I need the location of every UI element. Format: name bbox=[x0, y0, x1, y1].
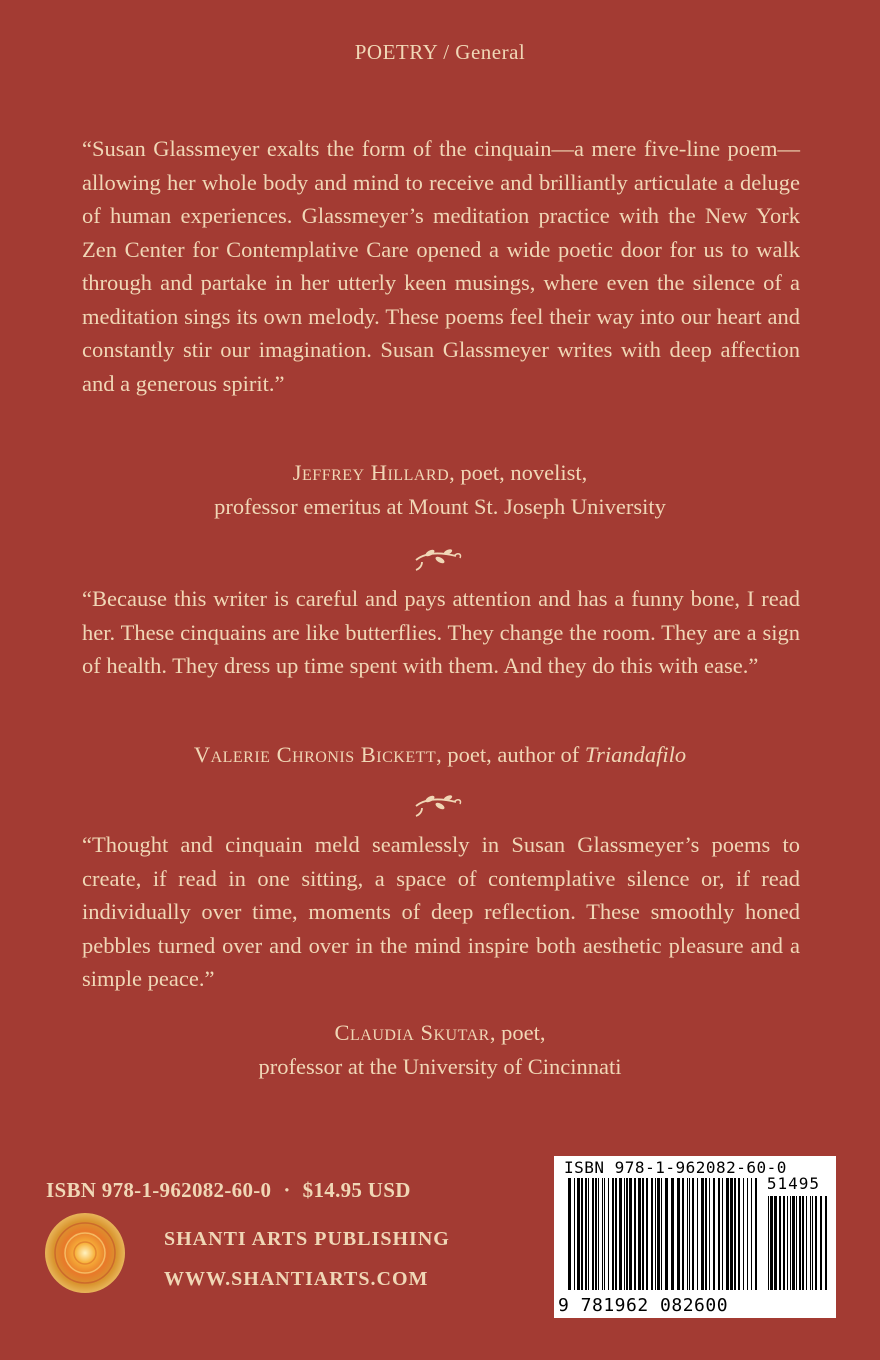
barcode-bar bbox=[577, 1178, 580, 1290]
barcode-bar bbox=[634, 1178, 636, 1290]
barcode-bar bbox=[585, 1178, 587, 1290]
separator-dot: · bbox=[283, 1178, 291, 1202]
barcode-bar bbox=[787, 1196, 788, 1290]
barcode-bar bbox=[574, 1178, 575, 1290]
barcode-bar bbox=[671, 1178, 674, 1290]
barcode-bar bbox=[568, 1178, 571, 1290]
barcode-bar bbox=[642, 1178, 644, 1290]
barcode-bar bbox=[665, 1178, 668, 1290]
barcode-bar bbox=[779, 1196, 781, 1290]
barcode-bar bbox=[687, 1178, 688, 1290]
price-text: $14.95 USD bbox=[302, 1178, 411, 1202]
barcode-bar bbox=[604, 1178, 605, 1290]
barcode-bar bbox=[783, 1196, 785, 1290]
barcode-bar bbox=[825, 1196, 827, 1290]
leaf-ornament-icon bbox=[410, 544, 470, 572]
blurb-author-1: Jeffrey Hillard bbox=[292, 460, 450, 485]
barcode-bar bbox=[626, 1178, 628, 1290]
barcode-bar bbox=[692, 1178, 694, 1290]
blurb-quote-3: “Thought and cinquain meld seamlessly in Susan Glassmeyer’s poems to create, if read in one sitting, a space of contemplative silence or, if read individually over time, moments of deep reflection. These smoothly honed pebbles turned over and over in the mind inspire both aesthetic pleasure and a simple peace.” bbox=[82, 832, 800, 991]
isbn-text: ISBN 978-1-962082-60-0 bbox=[46, 1178, 272, 1202]
blurb-affiliation-1: professor emeritus at Mount St. Joseph University bbox=[214, 494, 666, 519]
barcode-bar bbox=[812, 1196, 813, 1290]
barcode-bar bbox=[722, 1178, 723, 1290]
barcode-bar bbox=[602, 1178, 603, 1290]
barcode-bar bbox=[751, 1178, 752, 1290]
barcode-bar bbox=[697, 1178, 698, 1290]
barcode-bar bbox=[661, 1178, 662, 1290]
barcode-bar bbox=[806, 1196, 807, 1290]
barcode-bar bbox=[768, 1196, 769, 1290]
blurb-affiliation-3: professor at the University of Cincinnati bbox=[258, 1054, 622, 1079]
barcode-bar bbox=[747, 1178, 748, 1290]
barcode-bar bbox=[595, 1178, 597, 1290]
blurb-role-2: , poet, author of bbox=[436, 742, 585, 767]
barcode-isbn-label: ISBN 978-1-962082-60-0 bbox=[564, 1158, 787, 1177]
barcode-bar bbox=[770, 1196, 773, 1290]
barcode-bar bbox=[738, 1178, 740, 1290]
barcode-bar bbox=[682, 1178, 684, 1290]
barcode-bar bbox=[792, 1196, 795, 1290]
barcode-bars-main bbox=[568, 1178, 758, 1290]
barcode-bar bbox=[655, 1178, 656, 1290]
barcode-bar bbox=[646, 1178, 648, 1290]
barcode-bar bbox=[799, 1196, 801, 1290]
barcode-bar bbox=[701, 1178, 704, 1290]
barcode-bar bbox=[638, 1178, 641, 1290]
barcode-bar bbox=[608, 1178, 609, 1290]
barcode-bar bbox=[657, 1178, 660, 1290]
barcode-bar bbox=[651, 1178, 653, 1290]
barcode-bar bbox=[619, 1178, 622, 1290]
sun-logo-icon bbox=[44, 1212, 126, 1294]
barcode-bars-addon bbox=[768, 1196, 828, 1290]
blurb-attribution-1 bbox=[0, 456, 880, 524]
barcode-bar bbox=[815, 1196, 817, 1290]
barcode-bar bbox=[713, 1178, 715, 1290]
leaf-ornament-icon bbox=[410, 790, 470, 818]
barcode-bar bbox=[755, 1178, 757, 1290]
barcode-bar bbox=[598, 1178, 599, 1290]
blurb-attribution-3 bbox=[0, 1016, 880, 1084]
barcode-bar bbox=[615, 1178, 617, 1290]
blurb-book-title-2: Triandafilo bbox=[584, 742, 687, 767]
publisher-website[interactable]: WWW.SHANTIARTS.COM bbox=[164, 1268, 429, 1290]
barcode-bar bbox=[730, 1178, 733, 1290]
barcode-bar bbox=[743, 1178, 744, 1290]
barcode-bar bbox=[709, 1178, 710, 1290]
barcode-bar bbox=[810, 1196, 811, 1290]
barcode-bar bbox=[726, 1178, 729, 1290]
barcode-bar bbox=[802, 1196, 804, 1290]
barcode-bar bbox=[592, 1178, 594, 1290]
barcode-bar bbox=[689, 1178, 690, 1290]
barcode-bar bbox=[581, 1178, 583, 1290]
barcode-bar bbox=[718, 1178, 720, 1290]
blurb-author-3: Claudia Skutar bbox=[334, 1020, 490, 1045]
blurb-quote-2: “Because this writer is careful and pays attention and has a funny bone, I read her. These cinquains are like butterflies. They change the room. They are a sign of health. They dress up time spent with them. And they do this with ease.” bbox=[82, 586, 800, 678]
publisher-name: SHANTI ARTS PUBLISHING bbox=[164, 1228, 450, 1250]
isbn-barcode bbox=[554, 1156, 836, 1318]
blurb-attribution-2 bbox=[0, 738, 880, 772]
barcode-bar bbox=[588, 1178, 589, 1290]
isbn-price-line bbox=[46, 1178, 411, 1203]
barcode-bar bbox=[705, 1178, 707, 1290]
category-label: POETRY / General bbox=[354, 40, 526, 64]
barcode-bar bbox=[629, 1178, 632, 1290]
blurb-role-3: , poet, bbox=[489, 1020, 546, 1045]
barcode-bar bbox=[774, 1196, 777, 1290]
barcode-bar bbox=[796, 1196, 797, 1290]
barcode-price-code: 51495 bbox=[766, 1174, 820, 1193]
barcode-bar bbox=[820, 1196, 822, 1290]
blurb-role-1: , poet, novelist, bbox=[449, 460, 588, 485]
barcode-digits: 9 781962 082600 bbox=[558, 1295, 729, 1316]
barcode-bar bbox=[677, 1178, 680, 1290]
barcode-bar bbox=[612, 1178, 614, 1290]
blurb-quote-1: “Susan Glassmeyer exalts the form of the cinquain—a mere five-line poem—allowing her whole body and mind to receive and brilliantly articulate a deluge of human experiences. Glassmeyer’s meditation practice with the New York Zen Center for Contemplative Care opened a wide poetic door for us to walk through and partake in her utterly keen musings, where even the silence of a meditation sings its own melody. These poems feel their way into our heart and constantly stir our imagination. Susan Glassmeyer writes with deep affection and a generous spirit.” bbox=[82, 136, 800, 396]
blurb-author-2: Valerie Chronis Bickett bbox=[193, 742, 437, 767]
barcode-bar bbox=[624, 1178, 625, 1290]
barcode-bar bbox=[734, 1178, 736, 1290]
barcode-bar bbox=[790, 1196, 791, 1290]
